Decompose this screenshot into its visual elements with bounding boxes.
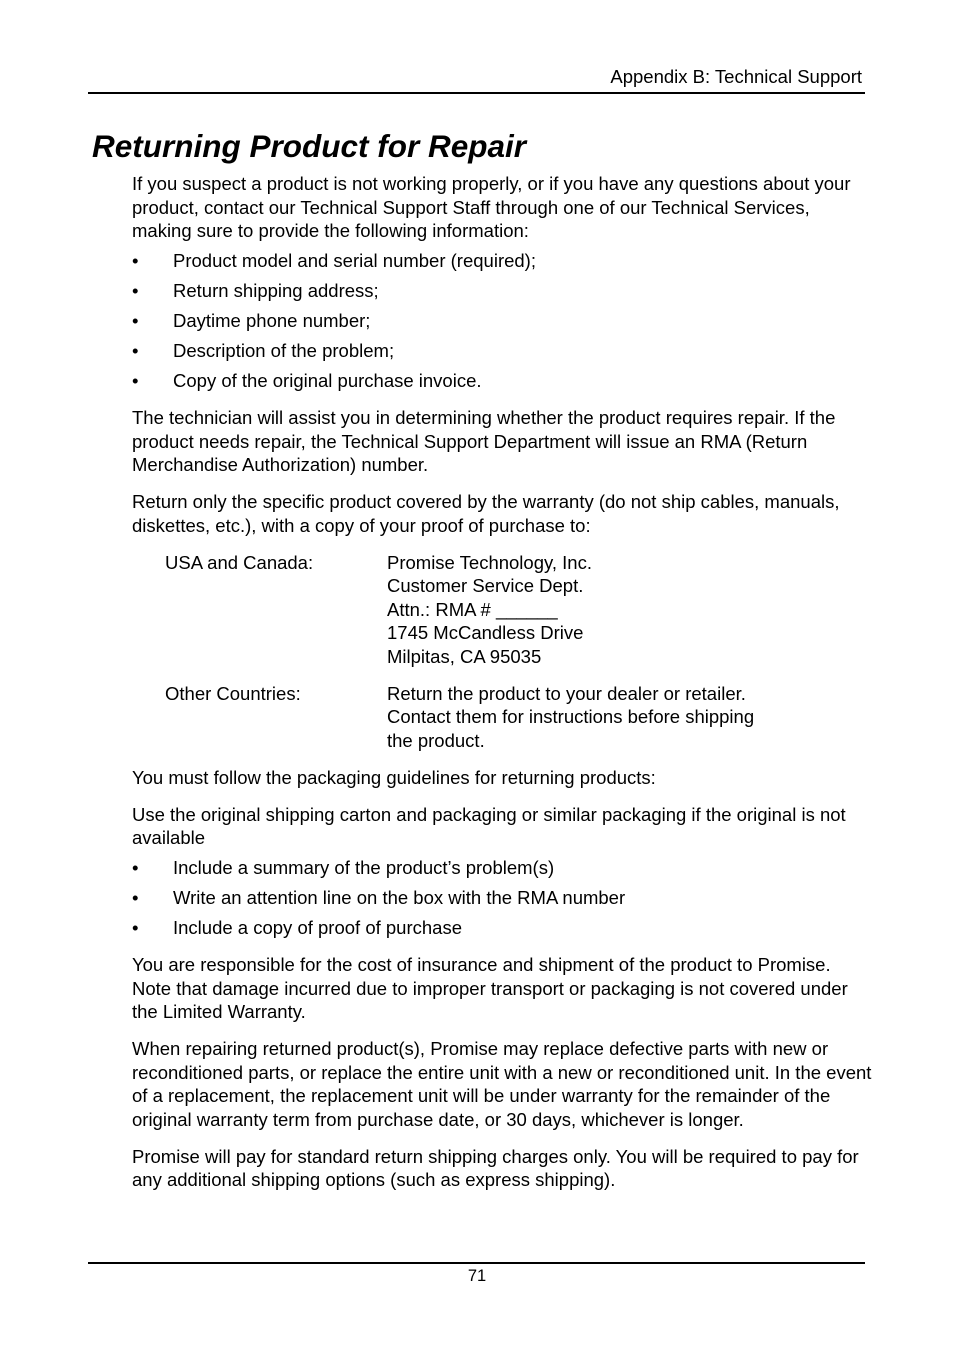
bullet-icon: • xyxy=(132,250,139,271)
list-item-text: Include a summary of the product’s problem(s) xyxy=(173,857,555,878)
list-item-text: Daytime phone number; xyxy=(173,310,371,331)
bullet-icon: • xyxy=(132,887,139,908)
address-block xyxy=(387,682,807,753)
header-rule xyxy=(88,92,865,94)
packaging-intro: You must follow the packaging guidelines for returning products: xyxy=(132,766,656,788)
list-item-text: Product model and serial number (required); xyxy=(173,250,536,271)
list-item xyxy=(132,916,872,940)
list-item-text: Copy of the original purchase invoice. xyxy=(173,370,482,391)
list-item-text: Write an attention line on the box with the RMA number xyxy=(173,887,626,908)
address-line: Promise Technology, Inc. xyxy=(387,551,592,573)
list-item xyxy=(132,249,872,273)
list-item xyxy=(132,369,872,393)
page-body xyxy=(132,172,872,1205)
address-line: Return the product to your dealer or retailer. xyxy=(387,682,746,704)
bullet-icon: • xyxy=(132,857,139,878)
intro-paragraph: If you suspect a product is not working properly, or if you have any questions about your product, contact our Technical Support Staff through one of our Technical Services, making sure to provide the following information: xyxy=(132,173,851,241)
bullet-icon: • xyxy=(132,280,139,301)
insurance-paragraph: You are responsible for the cost of insurance and shipment of the product to Promise. Note that damage incurred due to improper transport or packaging is not covered under the Limited Warranty. xyxy=(132,954,848,1022)
address-line: Contact them for instructions before shipping xyxy=(387,706,755,727)
page-number: 71 xyxy=(467,1267,487,1285)
address-line: Customer Service Dept. xyxy=(387,575,584,596)
list-item xyxy=(132,339,872,363)
bullet-icon: • xyxy=(132,917,139,938)
list-item-text: Description of the problem; xyxy=(173,340,395,361)
footer-rule xyxy=(88,1262,865,1264)
packaging-carton-paragraph: Use the original shipping carton and packaging or similar packaging if the original is not available xyxy=(132,803,846,848)
rma-paragraph: The technician will assist you in determining whether the product requires repair. If the product needs repair, the Technical Support Department will issue an RMA (Return Merchandise Authorization) number. xyxy=(132,407,836,475)
required-info-list xyxy=(132,249,872,393)
address-line: 1745 McCandless Drive xyxy=(387,622,584,643)
address-block xyxy=(387,551,807,669)
address-line: Milpitas, CA 95035 xyxy=(387,645,542,667)
bullet-icon: • xyxy=(132,370,139,391)
bullet-icon: • xyxy=(132,310,139,331)
running-header: Appendix B: Technical Support xyxy=(610,66,862,87)
address-label: Other Countries: xyxy=(165,682,301,704)
list-item xyxy=(132,309,872,333)
list-item xyxy=(132,279,872,303)
bullet-icon: • xyxy=(132,340,139,361)
list-item-text: Return shipping address; xyxy=(173,280,379,301)
address-line: Attn.: RMA # ______ xyxy=(387,598,558,620)
address-row-usa xyxy=(165,551,872,669)
list-item xyxy=(132,856,872,880)
packaging-list xyxy=(132,856,872,940)
return-paragraph: Return only the specific product covered by the warranty (do not ship cables, manuals, diskettes, etc.), with a copy of your proof of purchase to: xyxy=(132,491,840,536)
address-row-other xyxy=(165,682,872,753)
shipping-paragraph: Promise will pay for standard return shipping charges only. You will be required to pay for any additional shipping options (such as express shipping). xyxy=(132,1145,859,1190)
address-label: USA and Canada: xyxy=(165,551,314,573)
repair-paragraph: When repairing returned product(s), Promise may replace defective parts with new or reconditioned parts, or replace the entire unit with a new or reconditioned unit. In the event of a replacement, the replacement unit will be under warranty for the remainder of the original warranty term from purchase date, or 30 days, whichever is longer. xyxy=(132,1038,872,1130)
return-address-table xyxy=(165,551,872,753)
page-title: Returning Product for Repair xyxy=(92,128,527,164)
list-item-text: Include a copy of proof of purchase xyxy=(173,917,462,938)
list-item xyxy=(132,886,872,910)
address-line: the product. xyxy=(387,729,485,751)
